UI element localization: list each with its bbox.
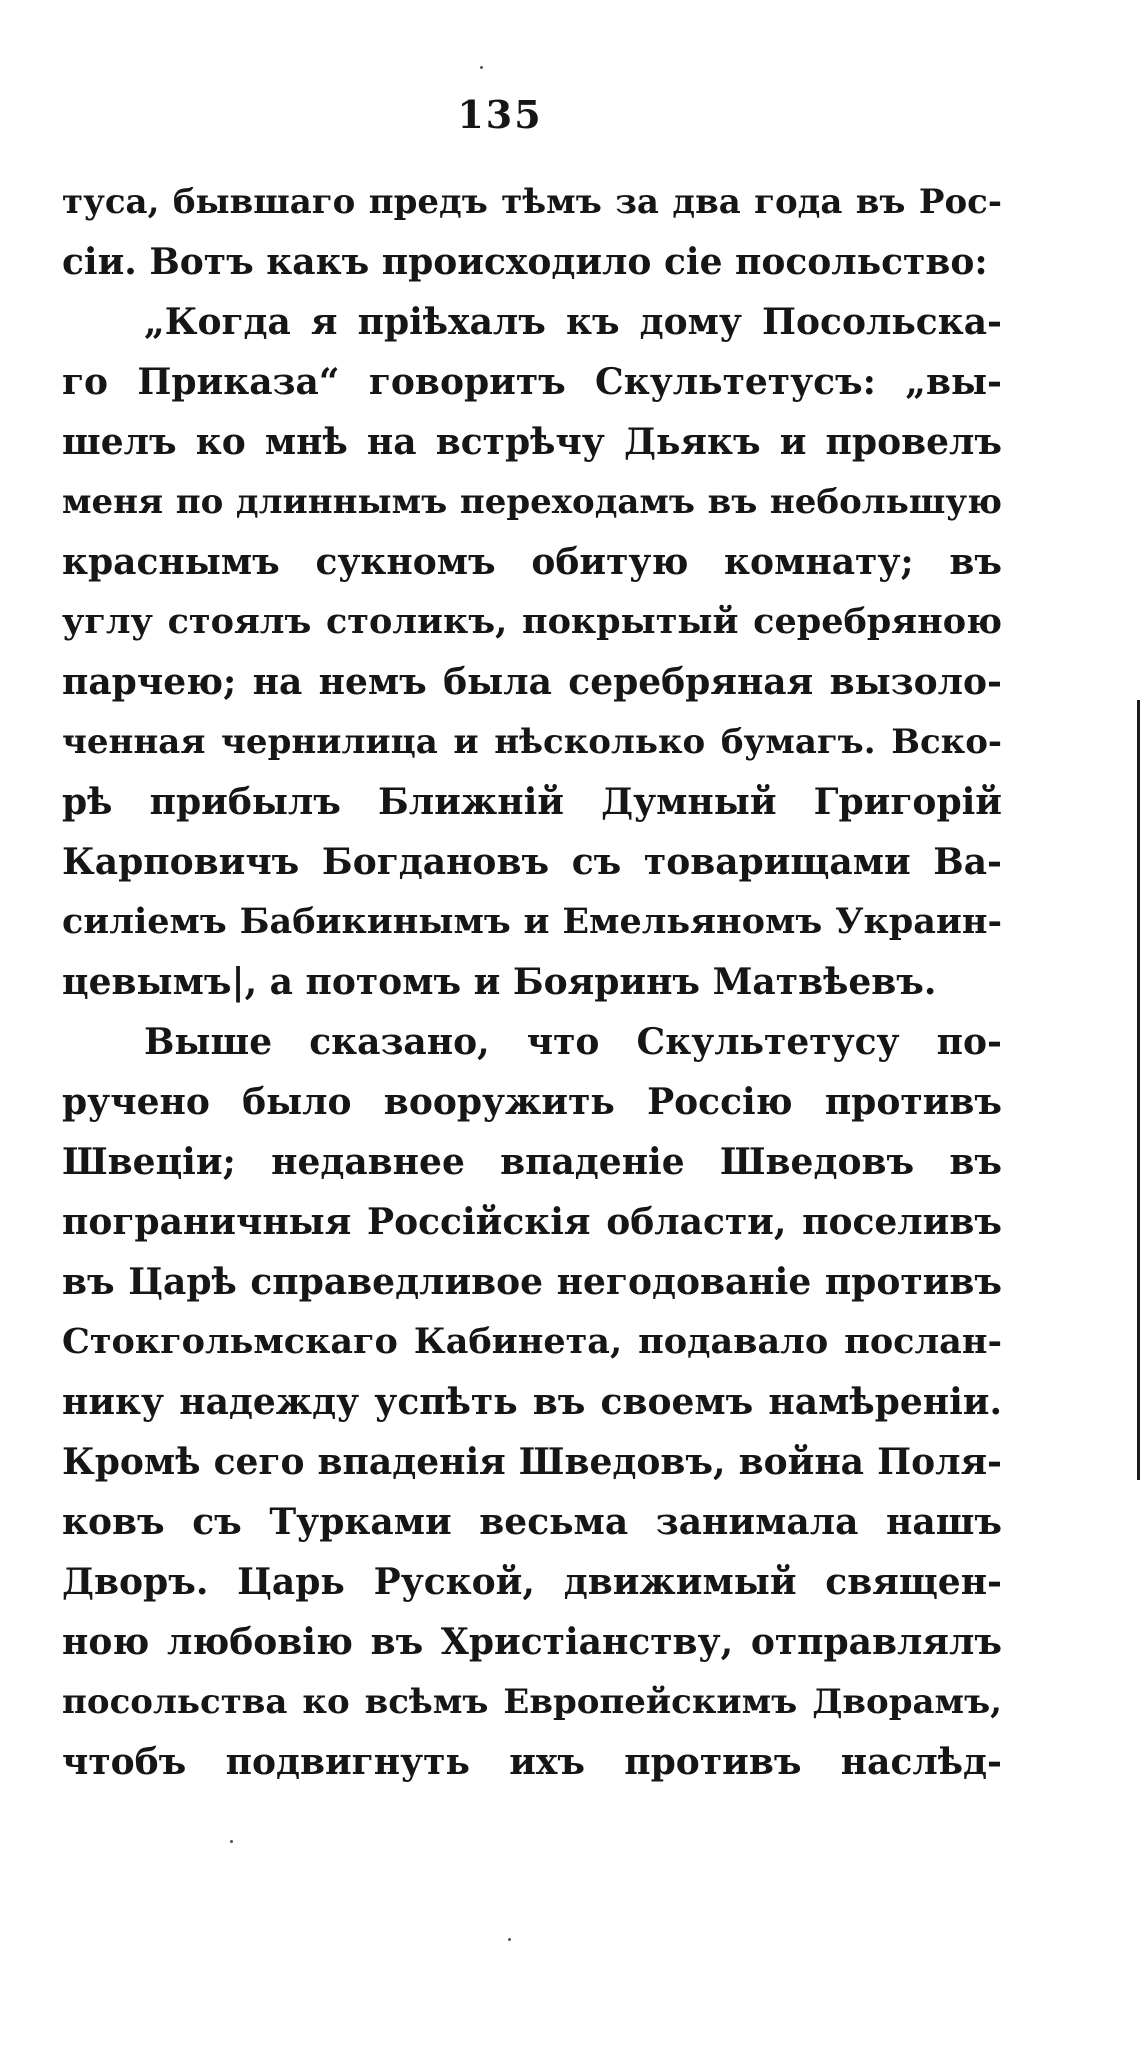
text-line: тусa, бывшаго предъ тѣмъ за два года въ Рос- [62,182,1002,222]
text-line: нику надежду успѣть въ своемъ намѣреніи. [62,1381,1002,1423]
text-line: въ Царѣ справедливое негодованіе противъ [62,1261,1002,1303]
text-line: сіи. Вотъ какъ происходило сіе посольство: [62,241,988,283]
body-text [62,172,1002,1792]
text-line: Дворъ. Царь Руской, движимый священ- [62,1561,1002,1603]
scan-speck [508,1938,511,1941]
text-line: Выше сказано, что Скультетусу по- [144,1021,1002,1063]
text-line: Стокгольмскаго Кабинета, подавало послан- [62,1321,1002,1362]
text-line: „Когда я пріѣхалъ къ дому Посольска- [144,301,1002,343]
page-number: 135 [457,92,543,137]
text-line: чтобъ подвигнуть ихъ противъ наслѣд- [62,1741,1002,1783]
scan-speck [230,1840,233,1843]
text-line: ковъ съ Турками весьма занимала нашъ [62,1501,1002,1543]
text-line: ручено было вооружить Россію противъ [62,1081,1002,1123]
text-line: шелъ ко мнѣ на встрѣчу Дьякъ и провелъ [62,421,1002,463]
text-line: меня по длиннымъ переходамъ въ небольшую [62,482,1002,522]
text-line: силіемъ Бабикинымъ и Емельяномъ Украин- [62,901,1002,942]
text-line: посольства ко всѣмъ Европейскимъ Дворамъ, [62,1682,1002,1722]
text-line: ною любовію въ Христіанству, отправлялъ [62,1621,1002,1663]
text-line: го Приказа“ говоритъ Скультетусъ: „вы- [62,361,1002,403]
text-line: пограничныя Россійскія области, поселивъ [62,1201,1002,1243]
text-line: ченная чернилица и нѣсколько бумагъ. Вско- [62,722,1002,762]
text-line: Карповичъ Богдановъ съ товарищами Ва- [62,841,1002,883]
text-line: Кромѣ сего впаденія Шведовъ, война Поля- [62,1441,1002,1483]
text-line: парчею; на немъ была серебряная вызоло- [62,661,1002,703]
text-line: краснымъ сукномъ обитую комнату; въ [62,541,1002,583]
text-line: цевымъ|, а потомъ и Бояринъ Матвѣевъ. [62,961,937,1003]
text-line: углу стоялъ столикъ, покрытый серебряною [62,601,1002,642]
text-line: рѣ прибылъ Ближній Думный Григорій [62,781,1002,823]
scan-speck [480,66,483,69]
text-line: Швеціи; недавнее впаденіе Шведовъ въ [62,1141,1002,1183]
